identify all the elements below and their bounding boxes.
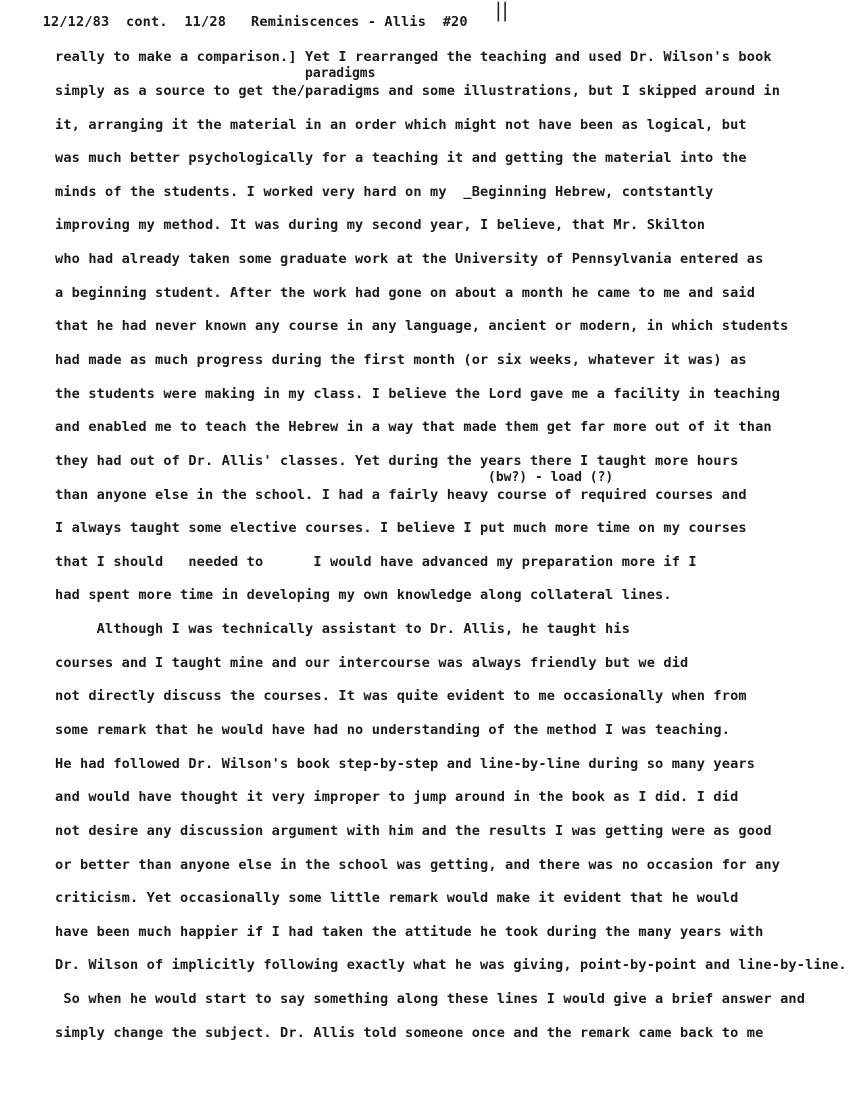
text-line: that I should needed to I would have advanced my preparation more if I [55, 554, 697, 570]
text-line: than anyone else in the school. I had a fairly heavy course of required courses and [55, 487, 747, 503]
text-line: and enabled me to teach the Hebrew in a way that made them get far more out of it than [55, 419, 772, 435]
text-line: not desire any discussion argument with him and the results I was getting were as good [55, 823, 772, 839]
text-line: had made as much progress during the first month (or six weeks, whatever it was) as [55, 352, 747, 368]
text-line: it, arranging it the material in an order which might not have been as logical, but [55, 117, 747, 133]
header-text: 12/12/83 cont. 11/28 Reminiscences - Allis #20 [42, 14, 468, 30]
handwritten-mark: || [495, 0, 509, 22]
text-line: and would have thought it very improper to jump around in the book as I did. I did [55, 789, 739, 805]
text-line: simply change the subject. Dr. Allis told someone once and the remark came back to me [55, 1025, 764, 1041]
page-header [26, 0, 468, 30]
text-line: have been much happier if I had taken the attitude he took during the many years with [55, 924, 764, 940]
text-line: He had followed Dr. Wilson's book step-by-step and line-by-line during so many years [55, 756, 756, 772]
text-line: a beginning student. After the work had gone on about a month he came to me and said [55, 285, 756, 301]
text-line: simply as a source to get the/paradigms and some illustrations, but I skipped around in [55, 83, 781, 99]
text-line: courses and I taught mine and our intercourse was always friendly but we did [55, 655, 689, 671]
text-line: who had already taken some graduate work at the University of Pennsylvania entered as [55, 251, 764, 267]
text-line: really to make a comparison.] Yet I rearranged the teaching and used Dr. Wilson's book [55, 49, 772, 65]
insertion-paradigms: paradigms [305, 66, 376, 81]
text-line: So when he would start to say something along these lines I would give a brief answer and [55, 991, 806, 1007]
text-line: they had out of Dr. Allis' classes. Yet during the years there I taught more hours [55, 453, 739, 469]
text-line: had spent more time in developing my own knowledge along collateral lines. [55, 587, 672, 603]
text-line: criticism. Yet occasionally some little remark would make it evident that he would [55, 890, 739, 906]
insertion-load: (bw?) - load (?) [488, 470, 614, 485]
text-line: not directly discuss the courses. It was quite evident to me occasionally when from [55, 688, 747, 704]
text-line: Although I was technically assistant to Dr. Allis, he taught his [55, 621, 631, 637]
text-line: the students were making in my class. I believe the Lord gave me a facility in teaching [55, 386, 781, 402]
text-line: Dr. Wilson of implicitly following exactly what he was giving, point-by-point and line-by-line. [55, 957, 847, 973]
text-line: or better than anyone else in the school was getting, and there was no occasion for any [55, 857, 781, 873]
text-line: minds of the students. I worked very hard on my _Beginning Hebrew, contstantly [55, 184, 714, 200]
text-line: was much better psychologically for a teaching it and getting the material into the [55, 150, 747, 166]
text-line: I always taught some elective courses. I believe I put much more time on my courses [55, 520, 747, 536]
text-line: that he had never known any course in any language, ancient or modern, in which students [55, 318, 789, 334]
text-line: some remark that he would have had no understanding of the method I was teaching. [55, 722, 731, 738]
text-line: improving my method. It was during my second year, I believe, that Mr. Skilton [55, 217, 706, 233]
